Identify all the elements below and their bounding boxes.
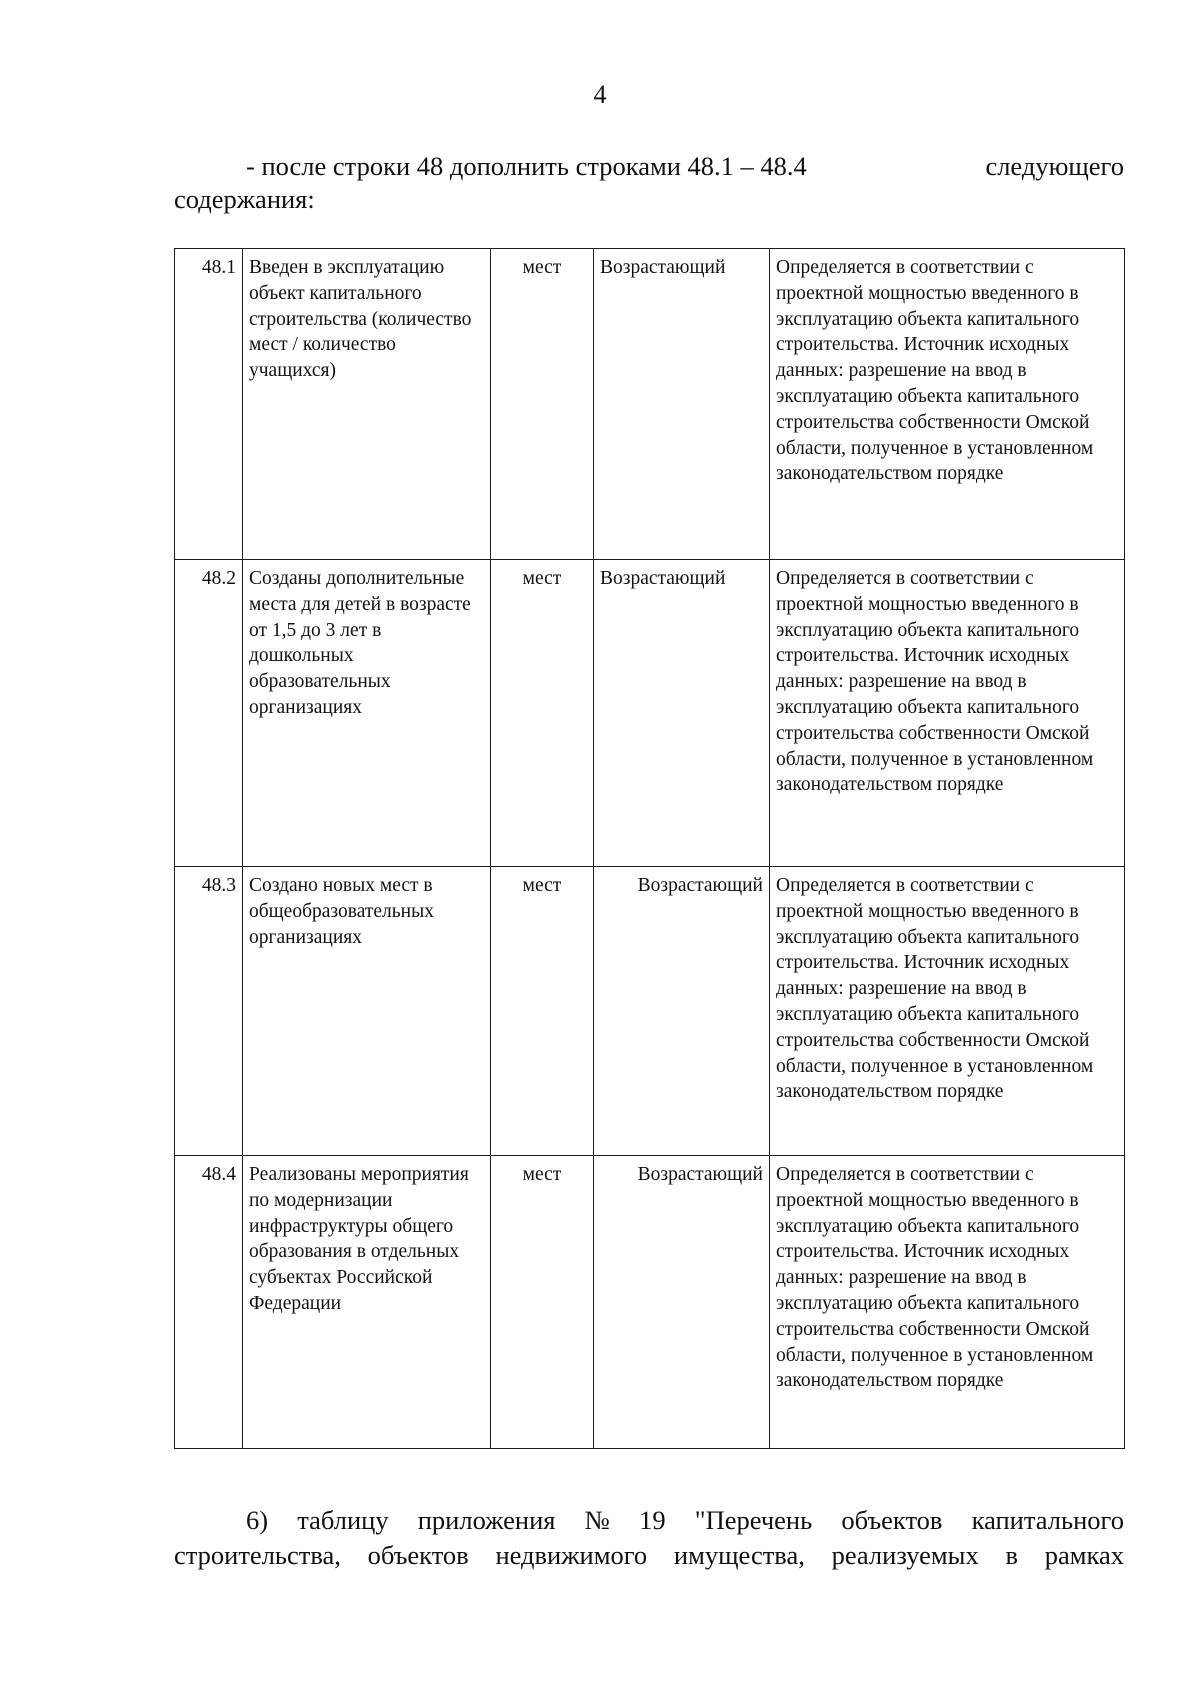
bottom-word: приложения [417,1505,556,1535]
table-row [175,560,1125,867]
row-unit: мест [491,1156,594,1449]
bottom-line-2 [174,1538,1124,1573]
row-name: Введен в эксплуатацию объект капитального строительства (количество мест / количество учащихся) [243,249,491,560]
bottom-word: в [1005,1540,1018,1570]
intro-text-part2: следующего [985,151,1124,181]
row-name: Создано новых мест в общеобразовательных организациях [243,867,491,1156]
row-description: Определяется в соответствии с проектной мощностью введенного в эксплуатацию объекта капитального строительства. Источник исходных данных: разрешение на ввод в эксплуатацию объекта капитального строительства собственности Омской области, полученное в установленном законодательством порядке [770,1156,1125,1449]
row-number: 48.1 [175,249,243,560]
row-direction: Возрастающий [594,867,770,1156]
intro-text-line2: содержания: [174,184,315,214]
row-direction: Возрастающий [594,560,770,867]
row-direction: Возрастающий [594,249,770,560]
bottom-word: № [584,1505,610,1535]
row-number: 48.3 [175,867,243,1156]
bottom-word: объектов [841,1505,943,1535]
row-unit: мест [491,867,594,1156]
row-description: Определяется в соответствии с проектной мощностью введенного в эксплуатацию объекта капитального строительства. Источник исходных данных: разрешение на ввод в эксплуатацию объекта капитального строительства собственности Омской области, полученное в установленном законодательством порядке [770,560,1125,867]
row-unit: мест [491,249,594,560]
bottom-word: имущества, [673,1540,805,1570]
bottom-paragraph [174,1503,1124,1573]
bottom-word: недвижимого [495,1540,648,1570]
bottom-word: 19 [639,1505,666,1535]
intro-text-part1: - после строки 48 дополнить строками 48.1 – 48.4 [246,151,807,181]
bottom-word: "Перечень [694,1505,813,1535]
row-direction: Возрастающий [594,1156,770,1449]
row-name: Реализованы мероприятия по модернизации инфраструктуры общего образования в отдельных субъектах Российской Федерации [243,1156,491,1449]
bottom-word: строительства, [174,1540,341,1570]
bottom-word: таблицу [297,1505,389,1535]
amendment-table [174,248,1125,1449]
row-description: Определяется в соответствии с проектной мощностью введенного в эксплуатацию объекта капитального строительства. Источник исходных данных: разрешение на ввод в эксплуатацию объекта капитального строительства собственности Омской области, полученное в установленном законодательством порядке [770,867,1125,1156]
row-description: Определяется в соответствии с проектной мощностью введенного в эксплуатацию объекта капитального строительства. Источник исходных данных: разрешение на ввод в эксплуатацию объекта капитального строительства собственности Омской области, полученное в установленном законодательством порядке [770,249,1125,560]
row-number: 48.4 [175,1156,243,1449]
row-name: Созданы дополнительные места для детей в возрасте от 1,5 до 3 лет в дошкольных образовательных организациях [243,560,491,867]
bottom-word: 6) [246,1505,269,1535]
bottom-word: капитального [971,1505,1124,1535]
bottom-word: объектов [367,1540,469,1570]
table-row [175,249,1125,560]
table-row [175,1156,1125,1449]
bottom-word: рамках [1044,1540,1124,1570]
bottom-word: реализуемых [831,1540,979,1570]
intro-paragraph [174,150,1124,216]
bottom-line-1 [174,1503,1124,1538]
page-number: 4 [593,80,607,109]
row-unit: мест [491,560,594,867]
table-row [175,867,1125,1156]
row-number: 48.2 [175,560,243,867]
